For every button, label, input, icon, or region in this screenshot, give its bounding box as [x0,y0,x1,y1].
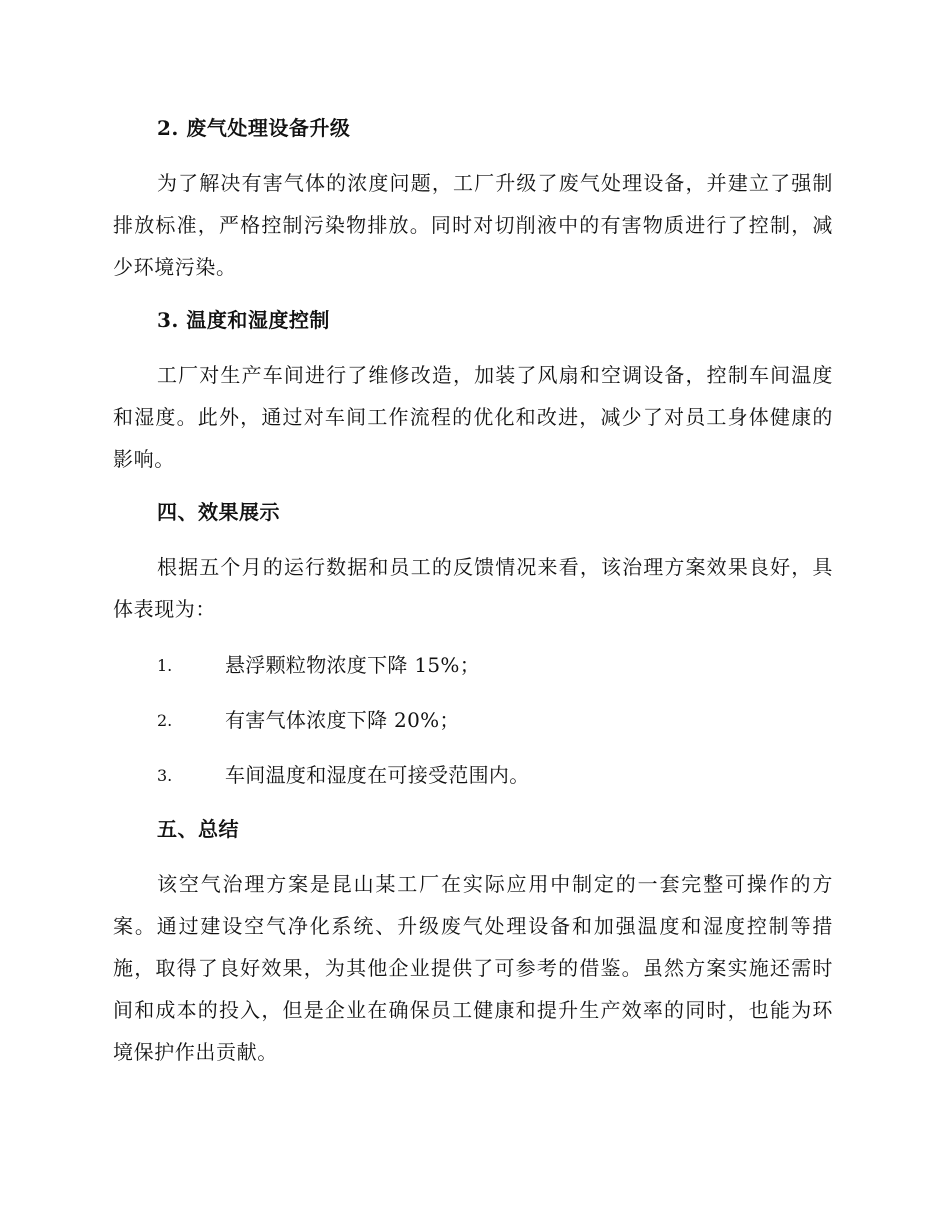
list-item-number: 3. [157,766,173,785]
section-paragraph-results: 根据五个月的运行数据和员工的反馈情况来看，该治理方案效果良好，具体表现为： [113,555,833,621]
section-paragraph-summary: 该空气治理方案是昆山某工厂在实际应用中制定的一套完整可操作的方案。通过建设空气净化系统、升级废气处理设备和加强温度和湿度控制等措施，取得了良好效果，为其他企业提供了可参考的借鉴。虽然方案实施还需时间和成本的投入，但是企业在确保员工健康和提升生产效率的同时，也能为环境保护作出贡献。 [113,872,833,1064]
list-item-number: 2. [157,711,173,730]
section-heading-summary: 五、总结 [157,817,239,841]
section-paragraph-temperature-humidity: 工厂对生产车间进行了维修改造，加装了风扇和空调设备，控制车间温度和湿度。此外，通过对车间工作流程的优化和改进，减少了对员工身体健康的影响。 [113,363,833,471]
list-item-number: 1. [157,656,173,675]
list-item-text: 悬浮颗粒物浓度下降 15%； [225,653,481,677]
list-item-text: 有害气体浓度下降 20%； [225,708,460,732]
list-item [113,693,833,748]
section-paragraph-exhaust-upgrade: 为了解决有害气体的浓度问题，工厂升级了废气处理设备，并建立了强制排放标准，严格控制污染物排放。同时对切削液中的有害物质进行了控制，减少环境污染。 [113,171,833,279]
section-heading-results: 四、效果展示 [157,500,280,524]
section-heading-exhaust-upgrade: 2. 废气处理设备升级 [157,116,351,140]
document-body [113,108,833,1073]
list-item [113,638,833,693]
list-item-text: 车间温度和湿度在可接受范围内。 [225,763,530,787]
list-item [113,748,833,803]
results-list [113,638,833,803]
section-heading-temperature-humidity: 3. 温度和湿度控制 [157,308,330,332]
